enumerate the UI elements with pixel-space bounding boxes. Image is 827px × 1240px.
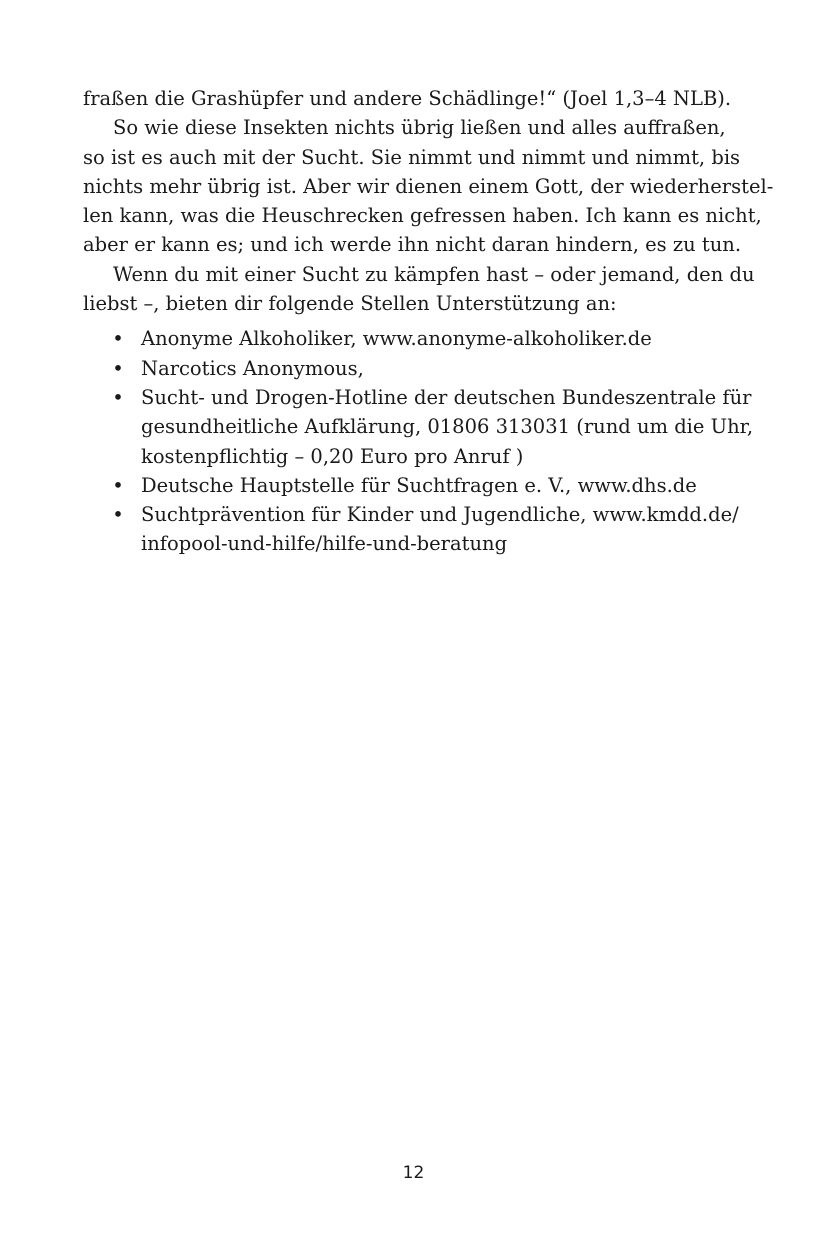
bullet-icon: •	[112, 503, 124, 527]
text-line: so ist es auch mit der Sucht. Sie nimmt und nimmt und nimmt, bis	[83, 145, 741, 169]
list-item	[83, 471, 715, 500]
list-item	[83, 354, 715, 383]
text-line: nichts mehr übrig ist. Aber wir dienen einem Gott, der wiederherstel-	[83, 174, 774, 198]
list-item-text: Anonyme Alkoholiker, www.anonyme-alkoholiker.de	[141, 327, 652, 351]
list-item-text: Deutsche Hauptstelle für Suchtfragen e. V., www.dhs.de	[141, 473, 697, 497]
paragraph-support-intro	[83, 260, 755, 319]
list-item-text: Suchtprävention für Kinder und Jugendliche, www.kmdd.de/	[141, 503, 739, 527]
text-line: aber er kann es; und ich werde ihn nicht daran hindern, es zu tun.	[83, 233, 742, 257]
paragraph-quote-end	[83, 84, 732, 113]
bullet-icon: •	[112, 327, 124, 351]
page-number: 12	[402, 1163, 425, 1183]
list-item	[83, 383, 754, 471]
list-item	[83, 500, 739, 559]
list-item	[83, 324, 715, 353]
bullet-icon: •	[112, 473, 124, 497]
list-item-text: infopool-und-hilfe/hilfe-und-beratung	[141, 532, 508, 556]
paragraph-addiction	[83, 113, 774, 259]
text-line: Wenn du mit einer Sucht zu kämpfen hast – oder jemand, den du	[113, 262, 755, 286]
list-item-text: Narcotics Anonymous,	[141, 356, 364, 380]
list-item-text: kostenpflichtig – 0,20 Euro pro Anruf )	[141, 444, 524, 468]
bullet-icon: •	[112, 385, 124, 409]
text-line: liebst –, bieten dir folgende Stellen Unterstützung an:	[83, 292, 617, 316]
support-list	[83, 324, 754, 558]
text-line: fraßen die Grashüpfer und andere Schädlinge!“ (Joel 1,3–4 NLB).	[83, 87, 732, 110]
list-item-text: gesundheitliche Aufklärung, 01806 313031 (rund um die Uhr,	[141, 415, 754, 439]
text-line: len kann, was die Heuschrecken gefressen haben. Ich kann es nicht,	[83, 204, 762, 228]
text-line: So wie diese Insekten nichts übrig ließen und alles auffraßen,	[113, 116, 726, 140]
list-item-text: Sucht- und Drogen-Hotline der deutschen Bundeszentrale für	[141, 385, 752, 409]
book-page-body	[83, 84, 774, 559]
bullet-icon: •	[112, 356, 124, 380]
